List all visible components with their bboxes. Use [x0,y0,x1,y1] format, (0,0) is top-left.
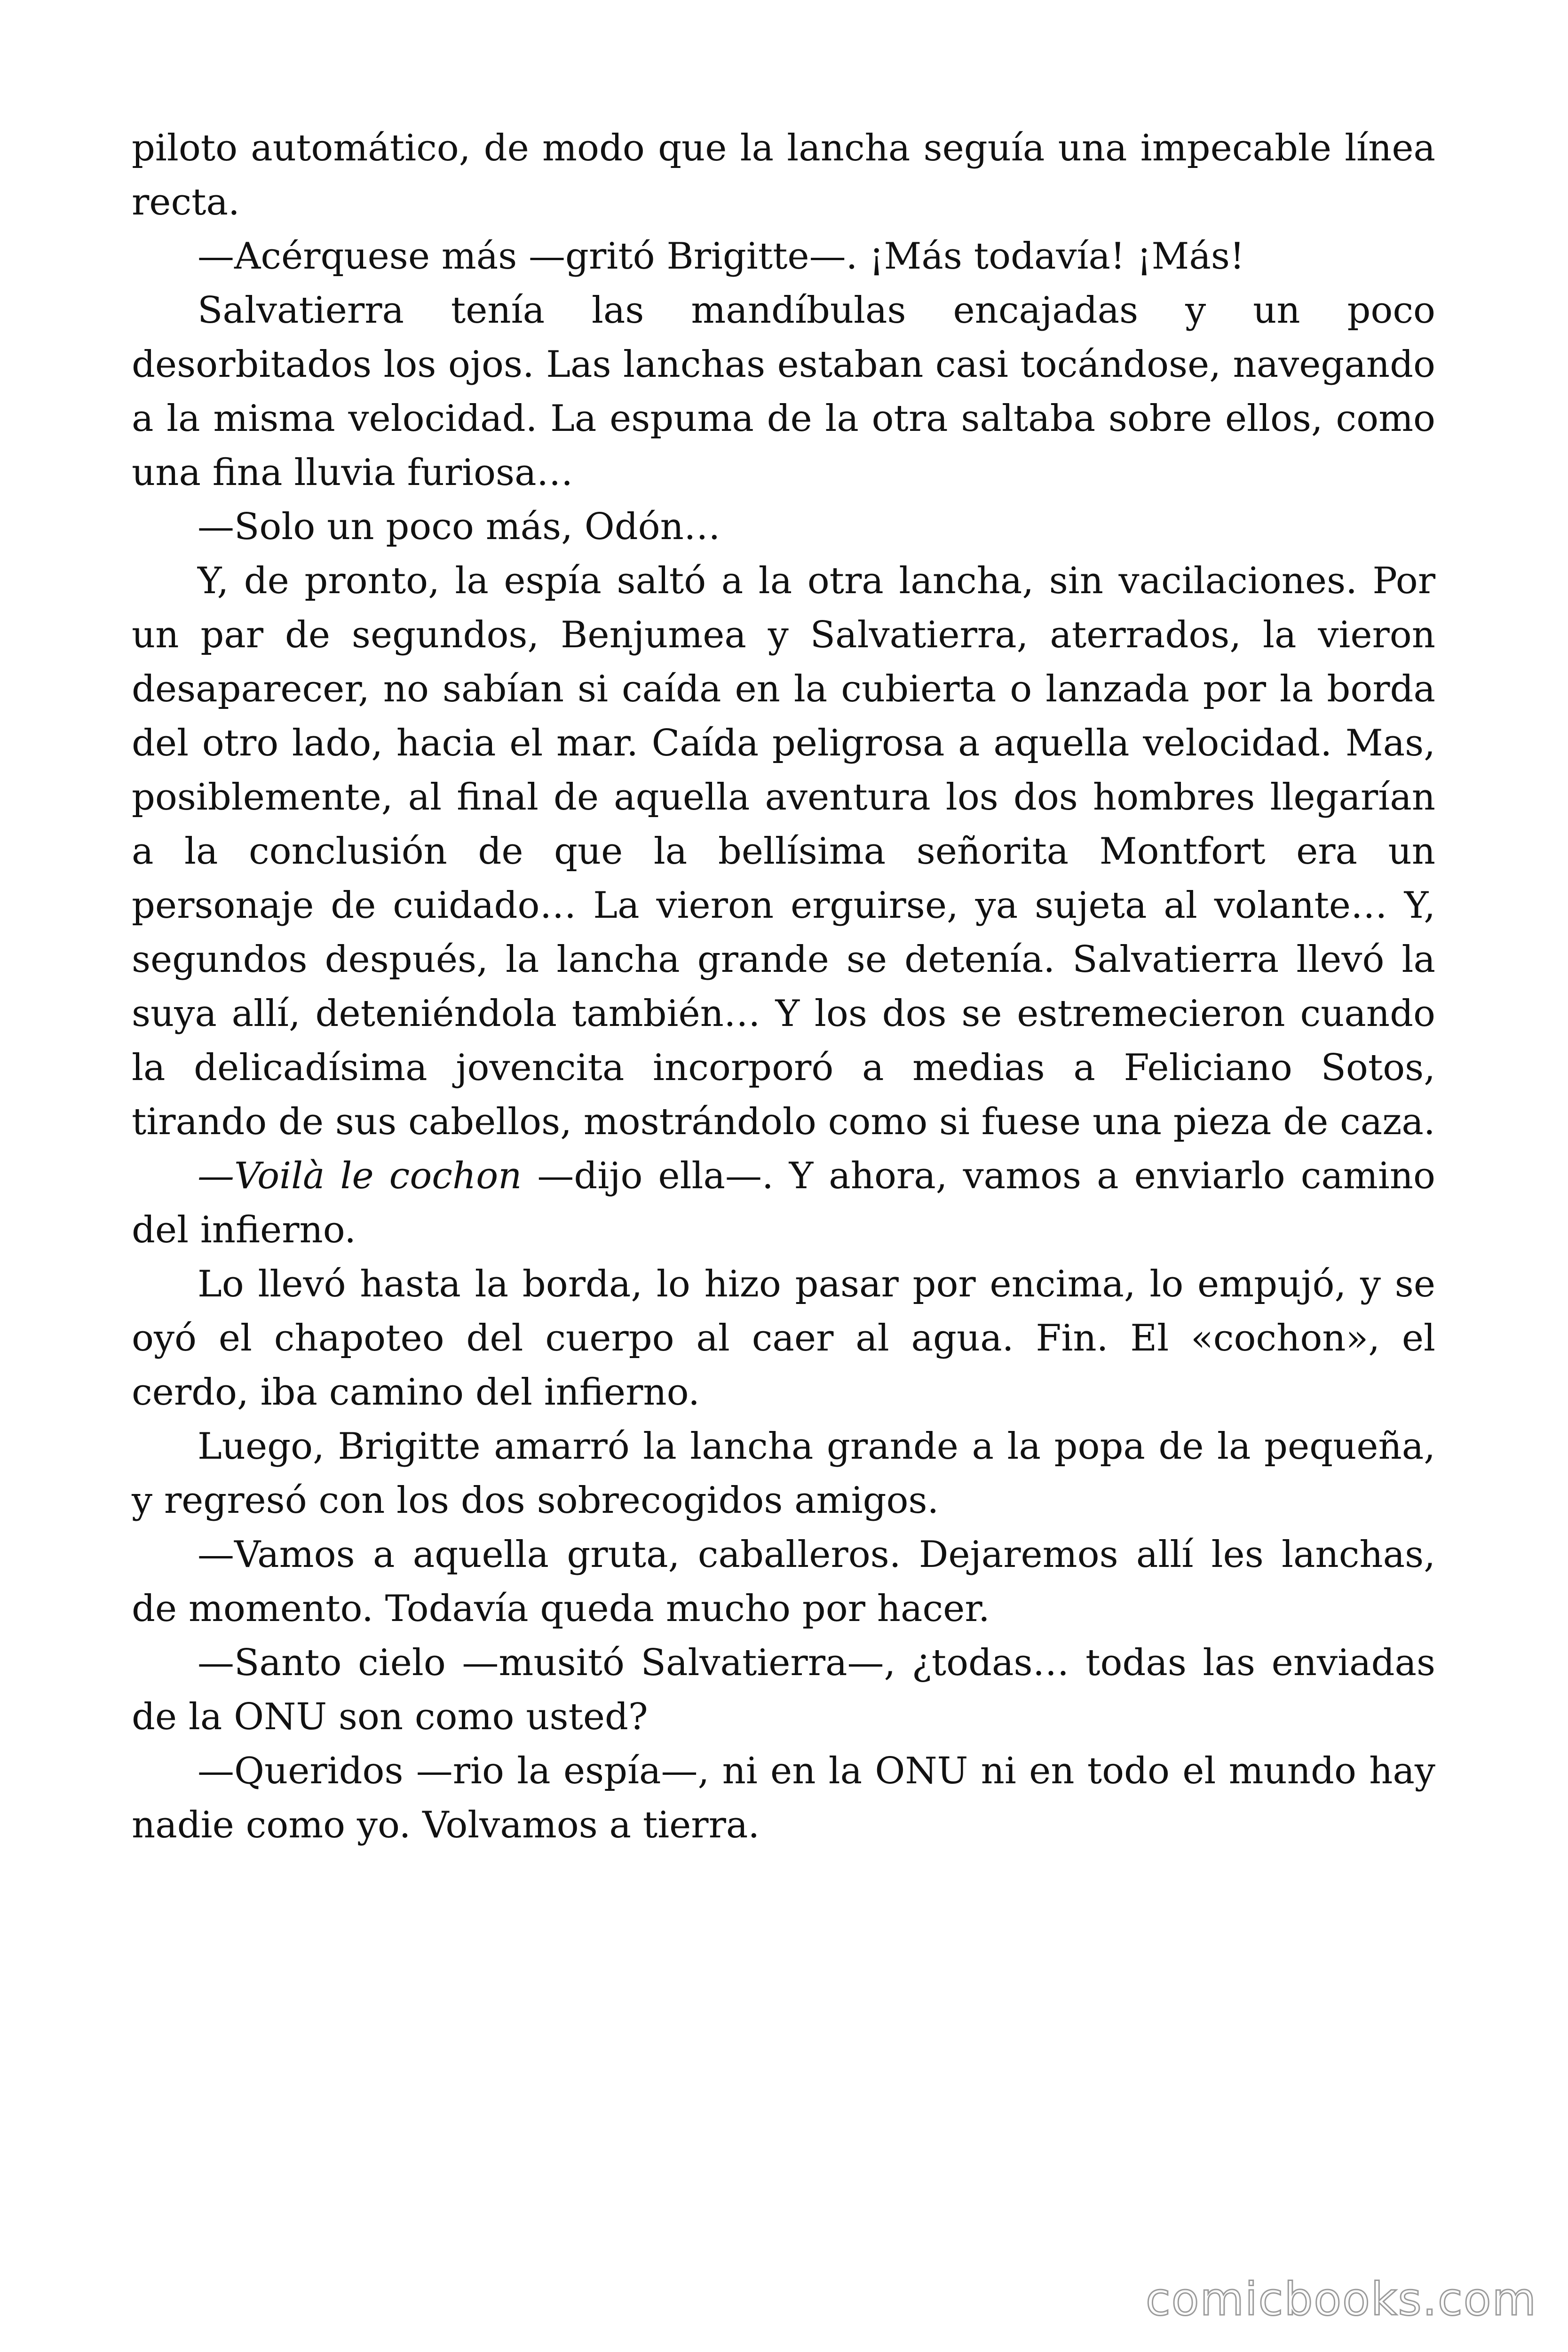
body-text [132,121,1435,1852]
paragraph-narration: Luego, Brigitte amarró la lancha grande a la popa de la pequeña, y regresó con los dos sobrecogidos amigos. [132,1425,1435,1522]
paragraph-dialogue-italic [132,1149,1435,1257]
paragraph-continuation: piloto automático, de modo que la lancha seguía una impecable línea recta. [132,127,1435,223]
paragraph-narration: Y, de pronto, la espía saltó a la otra lancha, sin vacilaciones. Por un par de segundos, Benjumea y Salvatierra, aterrados, la vieron desaparecer, no sabían si caída en la cubierta o lanzada por la borda del otro lado, hacia el mar. Caída peligrosa a aquella velocidad. Mas, posiblemente, al final de aquella aventura los dos hombres llegarían a la conclusión de que la bellísima señorita Montfort era un personaje de cuidado… La vieron erguirse, ya sujeta al volante… Y, segundos después, la lancha grande se detenía. Salvatierra llevó la suya allí, deteniéndola también… Y los dos se estremecieron cuando la delicadísima jovencita incorporó a medias a Feliciano Sotos, tirando de sus cabellos, mostrándolo como si fuese una pieza de caza. [132,560,1435,1143]
paragraph-dialogue: —Vamos a aquella gruta, caballeros. Dejaremos allí les lanchas, de momento. Todavía queda mucho por hacer. [132,1534,1435,1630]
paragraph-dialogue: —Acérquese más —gritó Brigitte—. ¡Más todavía! ¡Más! [198,235,1245,278]
paragraph-dialogue-rest: —dijo ella—. Y ahora, vamos a enviarlo camino del infierno. [132,1155,1435,1251]
paragraph-dialogue: —Queridos —rio la espía—, ni en la ONU ni en todo el mundo hay nadie como yo. Volvamos a tierra. [132,1750,1435,1846]
paragraph-narration: Lo llevó hasta la borda, lo hizo pasar por encima, lo empujó, y se oyó el chapoteo del cuerpo al caer al agua. Fin. El «cochon», el cerdo, iba camino del infierno. [132,1263,1435,1414]
paragraph-dialogue: —Santo cielo —musitó Salvatierra—, ¿todas… todas las enviadas de la ONU son como usted? [132,1642,1435,1738]
italic-phrase: —Voilà le cochon [198,1155,522,1197]
paragraph-narration: Salvatierra tenía las mandíbulas encajadas y un poco desorbitados los ojos. Las lanchas estaban casi tocándose, navegando a la misma velocidad. La espuma de la otra saltaba sobre ellos, como una fina lluvia furiosa… [132,289,1435,494]
paragraph-dialogue: —Solo un poco más, Odón… [198,506,721,548]
watermark-logo: comicbooks.com [1145,2273,1537,2326]
